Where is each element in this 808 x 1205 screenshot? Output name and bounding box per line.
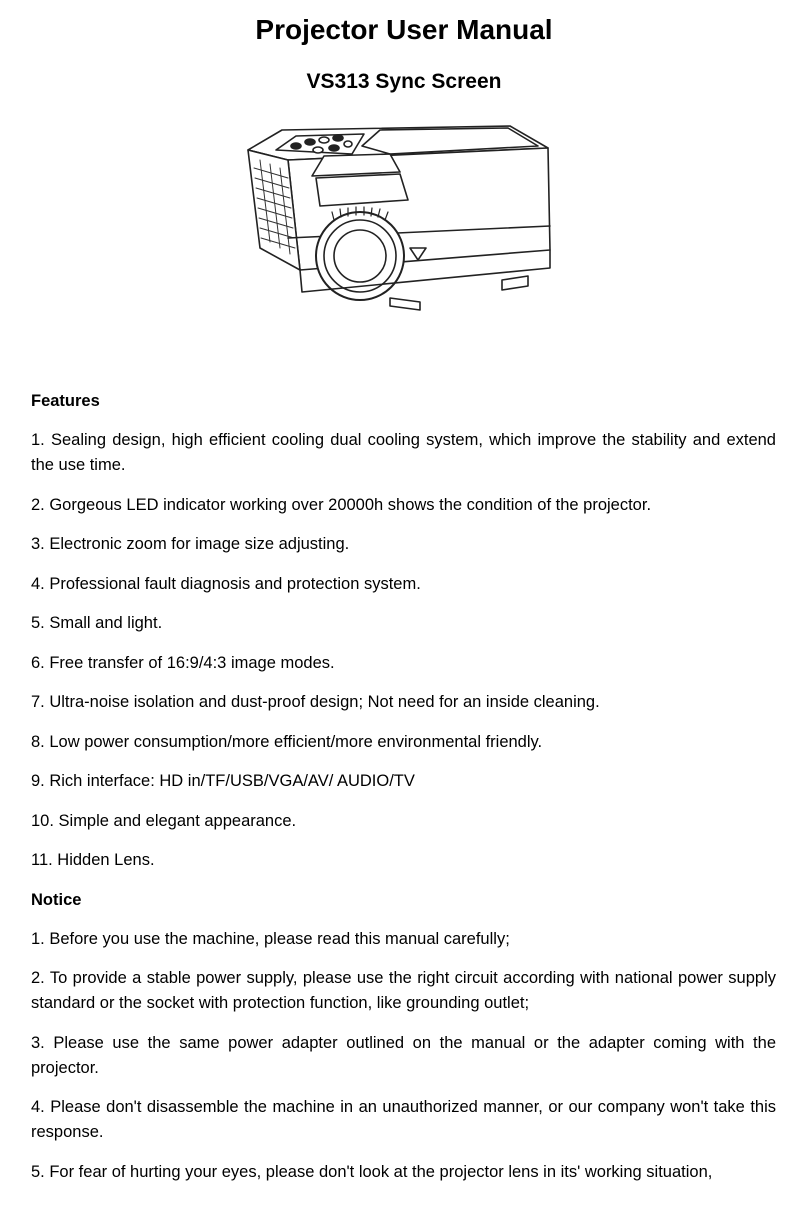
features-heading: Features [31,392,100,410]
feature-item: 11. Hidden Lens. [31,851,155,869]
feature-item: 6. Free transfer of 16:9/4:3 image modes. [31,653,335,672]
feature-item: 3. Electronic zoom for image size adjusting. [31,535,350,553]
feature-item: 1. Sealing design, high efficient cooling dual cooling system, which improve the stability and extend the use time. [31,431,776,474]
manual-content [31,389,776,1199]
feature-item: 9. Rich interface: HD in/TF/USB/VGA/AV/ AUDIO/TV [31,772,415,790]
notice-item: 3. Please use the same power adapter outlined on the manual or the adapter coming with the projector. [31,1033,776,1077]
projector-illustration [240,120,570,320]
feature-item: 8. Low power consumption/more efficient/more environmental friendly. [31,732,543,751]
notice-item: 4. Please don't disassemble the machine in an unauthorized manner, or our company won't take this response. [31,1098,776,1141]
notice-item: 2. To provide a stable power supply, please use the right circuit according with national power supply standard or the socket with protection function, like grounding outlet; [31,969,776,1012]
notice-heading: Notice [31,890,82,909]
notice-item: 1. Before you use the machine, please read this manual carefully; [31,929,510,948]
feature-item: 4. Professional fault diagnosis and protection system. [31,574,421,593]
notice-item: 5. For fear of hurting your eyes, please don't look at the projector lens in its' working situation, [31,1162,713,1181]
page-subtitle: VS313 Sync Screen [306,70,502,93]
feature-item: 5. Small and light. [31,614,163,632]
feature-item: 2. Gorgeous LED indicator working over 20000h shows the condition of the projector. [31,495,652,514]
feature-item: 7. Ultra-noise isolation and dust-proof design; Not need for an inside cleaning. [31,693,600,711]
feature-item: 10. Simple and elegant appearance. [31,811,297,830]
page-title: Projector User Manual [255,14,553,45]
